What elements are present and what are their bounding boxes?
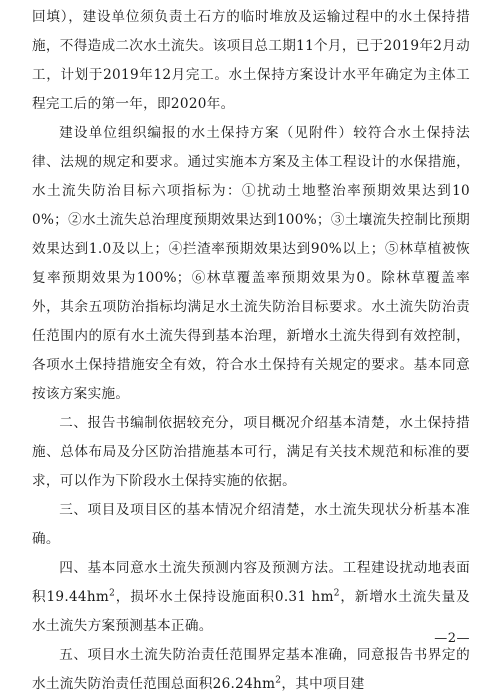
- document-body: [32, 3, 470, 699]
- paragraph-p2: [32, 119, 470, 409]
- paragraph-text: ，损坏水土保持设施面积0.31 hm: [115, 589, 334, 605]
- page-number: —2—: [434, 631, 470, 646]
- superscript-unit: 2: [109, 588, 116, 599]
- superscript-unit: 2: [333, 588, 340, 599]
- paragraph-text: 回填），建设单位须负责土石方的临时堆放及运输过程中的水土保持措施，不得造成二次水土流失。该项目总工期11个月，已于2019年2月动工，计划于2019年12月完工。水土保持方案设计水平年确定为主体工程完工后的第一年，即2020年。: [32, 9, 470, 112]
- paragraph-text: 二、报告书编制依据较充分，项目概况介绍基本清楚，水土保持措施、总体布局及分区防治措施基本可行，满足有关技术规范和标准的要求，可以作为下阶段水土保持实施的依据。: [32, 415, 470, 489]
- paragraph-text: 三、项目及项目区的基本情况介绍清楚，水土流失现状分析基本准确。: [32, 502, 470, 547]
- paragraph-p1: [32, 3, 470, 119]
- paragraph-text: 五、项目水土流失防治责任范围界定基本准确，同意报告书界定的水土流失防治责任范围总面积26.24hm: [32, 647, 470, 692]
- paragraph-p3: [32, 409, 470, 496]
- paragraph-text: 建设单位组织编报的水土保持方案（见附件）较符合水土保持法律、法规的规定和要求。通过实施本方案及主体工程设计的水保措施，水土流失防治目标六项指标为：①扰动土地整治率预期效果达到100%；②水土流失总治理度预期效果达到100%；③土壤流失控制比预期效果达到1.0及以上；④拦渣率预期效果达到90%以上；⑤林草植被恢复率预期效果为100%；⑥林草覆盖率预期效果为0。除林草覆盖率外，其余五项防治指标均满足水土流失防治目标要求。水土流失防治责任范围内的原有水土流失得到基本治理，新增水土流失得到有效控制，各项水土保持措施安全有效，符合水土保持有关规定的要求。基本同意按该方案实施。: [32, 125, 470, 402]
- paragraph-text: ，新增水土流失量及水土流失方案预测基本正确。: [32, 589, 471, 634]
- superscript-unit: 2: [275, 675, 282, 686]
- paragraph-text: 四、基本同意水土流失预测内容及预测方法。工程建设扰动地表面积19.44hm: [32, 560, 470, 605]
- paragraph-p4: [32, 496, 470, 554]
- paragraph-p5: [32, 554, 470, 641]
- paragraph-p6: [32, 641, 470, 699]
- paragraph-text: ，其中项目建: [281, 676, 365, 692]
